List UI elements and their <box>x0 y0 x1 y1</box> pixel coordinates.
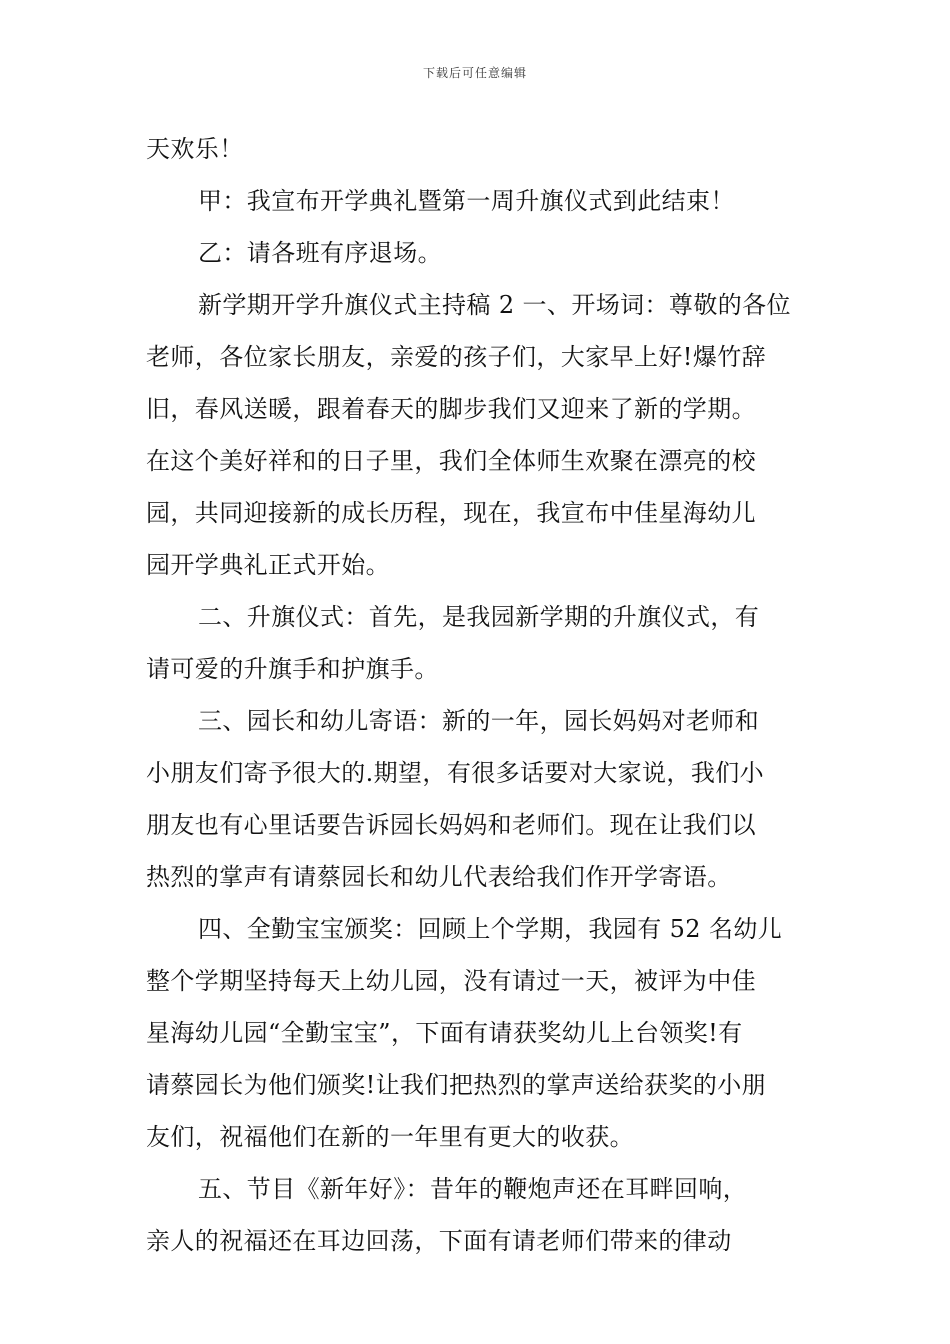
text-line: 甲：我宣布开学典礼暨第一周升旗仪式到此结束！ <box>198 187 735 215</box>
paragraph <box>146 279 808 591</box>
text-line: 园开学典礼正式开始。 <box>146 551 390 579</box>
paragraph <box>146 175 808 227</box>
text-line: 请蔡园长为他们颁奖!让我们把热烈的掌声送给获奖的小朋 <box>146 1071 767 1099</box>
text-line: 热烈的掌声有请蔡园长和幼儿代表给我们作开学寄语。 <box>146 863 732 891</box>
text-line: 请可爱的升旗手和护旗手。 <box>146 655 439 683</box>
text-line: 星海幼儿园“全勤宝宝”，下面有请获奖幼儿上台领奖!有 <box>146 1019 743 1047</box>
text-line: 在这个美好祥和的日子里，我们全体师生欢聚在漂亮的校 <box>146 447 756 475</box>
text-line: 整个学期坚持每天上幼儿园，没有请过一天，被评为中佳 <box>146 967 756 995</box>
paragraph <box>146 695 808 903</box>
text-line: 园，共同迎接新的成长历程，现在，我宣布中佳星海幼儿 <box>146 499 756 527</box>
text-line: 三、园长和幼儿寄语：新的一年，园长妈妈对老师和 <box>198 707 760 735</box>
text-line: 二、升旗仪式：首先，是我园新学期的升旗仪式，有 <box>198 603 760 631</box>
text-line: 旧，春风送暖，跟着春天的脚步我们又迎来了新的学期。 <box>146 395 756 423</box>
text-line: 老师，各位家长朋友，亲爱的孩子们，大家早上好!爆竹辞 <box>146 343 767 371</box>
text-line: 亲人的祝福还在耳边回荡，下面有请老师们带来的律动 <box>146 1227 732 1255</box>
paragraph <box>146 123 808 175</box>
text-line: 天欢乐！ <box>146 135 244 163</box>
text-line: 小朋友们寄予很大的.期望，有很多话要对大家说，我们小 <box>146 759 765 787</box>
text-line: 四、全勤宝宝颁奖：回顾上个学期，我园有 52 名幼儿 <box>198 915 783 943</box>
paragraph <box>146 227 808 279</box>
text-line: 新学期开学升旗仪式主持稿 2 一、开场词：尊敬的各位 <box>198 291 791 319</box>
document-body <box>146 123 808 1267</box>
text-line: 朋友也有心里话要告诉园长妈妈和老师们。现在让我们以 <box>146 811 756 839</box>
paragraph <box>146 591 808 695</box>
page-header-note: 下载后可任意编辑 <box>422 66 527 80</box>
paragraph <box>146 1163 808 1267</box>
text-line: 友们，祝福他们在新的一年里有更大的收获。 <box>146 1123 634 1151</box>
paragraph <box>146 903 808 1163</box>
text-line: 乙：请各班有序退场。 <box>198 239 442 267</box>
text-line: 五、节目《新年好》：昔年的鞭炮声还在耳畔回响， <box>198 1175 748 1203</box>
